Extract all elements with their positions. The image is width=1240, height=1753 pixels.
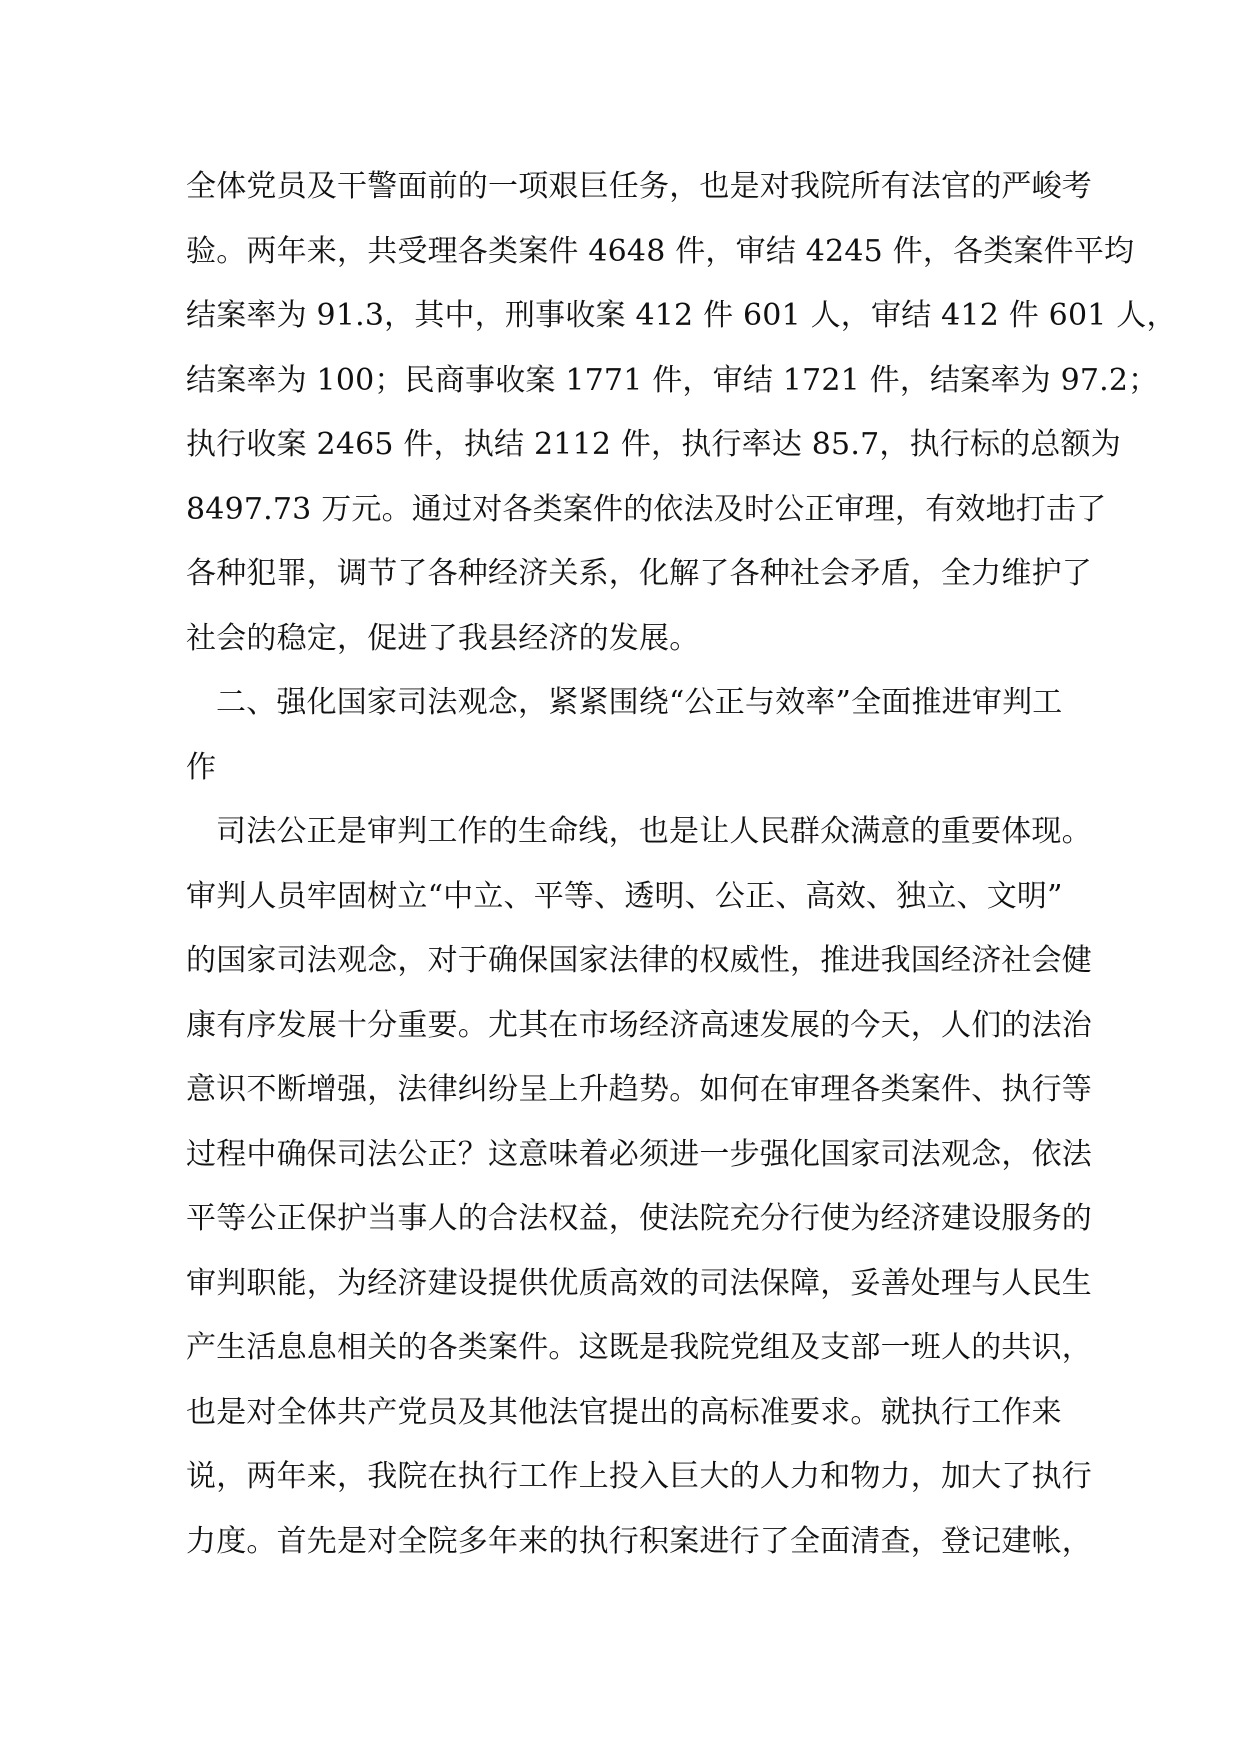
- text-line: 司法公正是审判工作的生命线，也是让人民群众满意的重要体现。: [216, 814, 1092, 849]
- section-heading-line: 二、强化国家司法观念，紧紧围绕“公正与效率”全面推进审判工: [216, 685, 1063, 720]
- text-line: 平等公正保护当事人的合法权益，使法院充分行使为经济建设服务的: [186, 1201, 1092, 1236]
- text-line: 社会的稳定，促进了我县经济的发展。: [186, 620, 700, 656]
- text-line: 执行收案 2465 件，执结 2112 件，执行率达 85.7，执行标的总额为: [186, 427, 1121, 462]
- text-line: 意识不断增强，法律纠纷呈上升趋势。如何在审理各类案件、执行等: [186, 1072, 1092, 1107]
- text-line: 审判人员牢固树立“中立、平等、透明、公正、高效、独立、文明”: [186, 878, 1063, 914]
- text-line: 验。两年来，共受理各类案件 4648 件，审结 4245 件，各类案件平均: [186, 233, 1135, 269]
- text-line: 审判职能，为经济建设提供优质高效的司法保障，妥善处理与人民生: [186, 1265, 1092, 1301]
- text-line: 全体党员及干警面前的一项艰巨任务，也是对我院所有法官的严峻考: [186, 169, 1092, 204]
- text-line: 各种犯罪，调节了各种经济关系，化解了各种社会矛盾，全力维护了: [186, 556, 1092, 591]
- text-line: 康有序发展十分重要。尤其在市场经济高速发展的今天，人们的法治: [186, 1007, 1092, 1043]
- text-line: 8497.73 万元。通过对各类案件的依法及时公正审理，有效地打击了: [186, 491, 1107, 527]
- text-line: 结案率为 91.3，其中，刑事收案 412 件 601 人，审结 412 件 601 人，: [186, 298, 1177, 333]
- text-line: 过程中确保司法公正？这意味着必须进一步强化国家司法观念，依法: [186, 1136, 1092, 1172]
- text-line: 产生活息息相关的各类案件。这既是我院党组及支部一班人的共识，: [186, 1330, 1092, 1365]
- text-line: 结案率为 100；民商事收案 1771 件，审结 1721 件，结案率为 97.2；: [186, 362, 1159, 398]
- text-line: 力度。首先是对全院多年来的执行积案进行了全面清查，登记建帐，: [186, 1523, 1092, 1559]
- text-line: 说，两年来，我院在执行工作上投入巨大的人力和物力，加大了执行: [186, 1459, 1092, 1494]
- body-text: [186, 155, 1177, 1574]
- text-line: 的国家司法观念，对于确保国家法律的权威性，推进我国经济社会健: [186, 943, 1092, 978]
- section-heading-line: 作: [186, 749, 217, 785]
- text-line: 也是对全体共产党员及其他法官提出的高标准要求。就执行工作来: [186, 1394, 1062, 1430]
